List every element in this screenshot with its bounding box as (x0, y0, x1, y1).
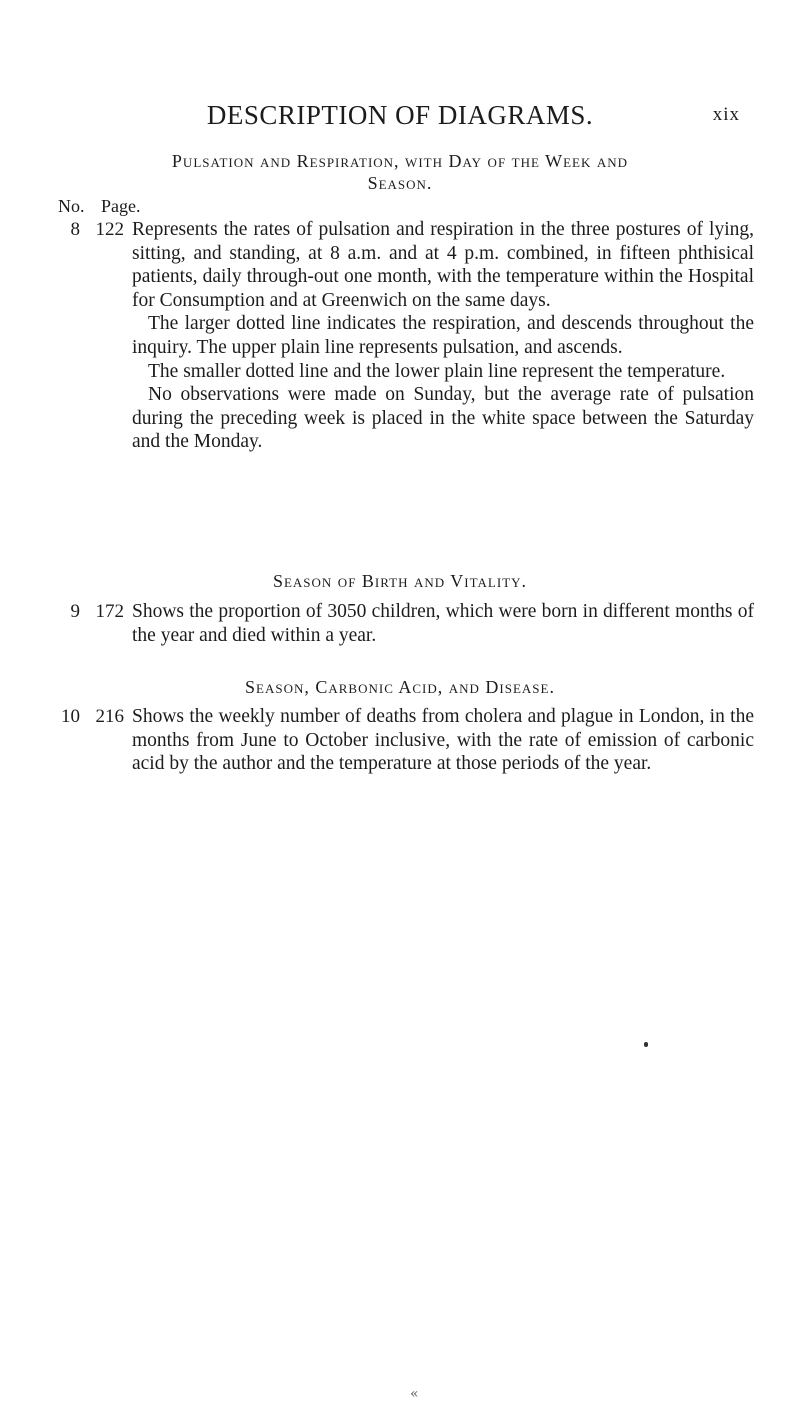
section-heading-pulsation (0, 150, 800, 194)
page-number: xix (712, 104, 740, 125)
column-label-no: No. (58, 196, 85, 216)
description-paragraph: No observations were made on Sunday, but the average rate of pulsation during the preceding week is placed in the white space between the Saturday and the Monday. (132, 384, 754, 453)
column-labels (58, 196, 141, 217)
section-heading-line: Season, Carbonic Acid, and Disease. (245, 677, 555, 697)
section-heading-line: Pulsation and Respiration, with Day of the Week and (171, 151, 629, 171)
ink-speck (644, 1042, 648, 1047)
column-label-page: Page. (101, 196, 141, 216)
section-heading-carbonic (0, 676, 800, 698)
entry-number: 9 (70, 601, 80, 622)
running-head (0, 100, 800, 136)
section-heading-line: Season of Birth and Vitality. (272, 571, 528, 591)
running-title: DESCRIPTION OF DIAGRAMS. (206, 100, 594, 130)
entry-description (132, 600, 754, 647)
description-paragraph: The smaller dotted line and the lower plain line represent the temperature. (148, 360, 726, 382)
entry-page: 172 (95, 601, 124, 622)
section-heading-line: Season. (367, 173, 433, 193)
entry-number: 10 (61, 706, 80, 727)
description-paragraph: The larger dotted line indicates the respiration, and descends throughout the inquiry. The upper plain line represents pulsation, and ascends. (132, 313, 754, 358)
description-paragraph: Shows the weekly number of deaths from cholera and plague in London, in the months from June to October inclusive, with the rate of emission of carbonic acid by the author and the temperature at those periods of the year. (132, 706, 754, 775)
entry-number: 8 (70, 219, 80, 240)
description-paragraph: Shows the proportion of 3050 children, which were born in different months of the year and died within a year. (132, 601, 754, 646)
entry-page: 216 (95, 706, 124, 727)
entry-description (132, 705, 754, 776)
section-heading-birth (0, 570, 800, 592)
footer-mark: « (410, 1386, 419, 1402)
entry-description (132, 218, 754, 454)
entry-page: 122 (95, 219, 124, 240)
description-paragraph: Represents the rates of pulsation and respiration in the three postures of lying, sitting, and standing, at 8 a.m. and at 4 p.m. combined, in fifteen phthisical patients, daily through-out one month, with the temperature within the Hospital for Consumption and at Greenwich on the same days. (132, 219, 754, 311)
